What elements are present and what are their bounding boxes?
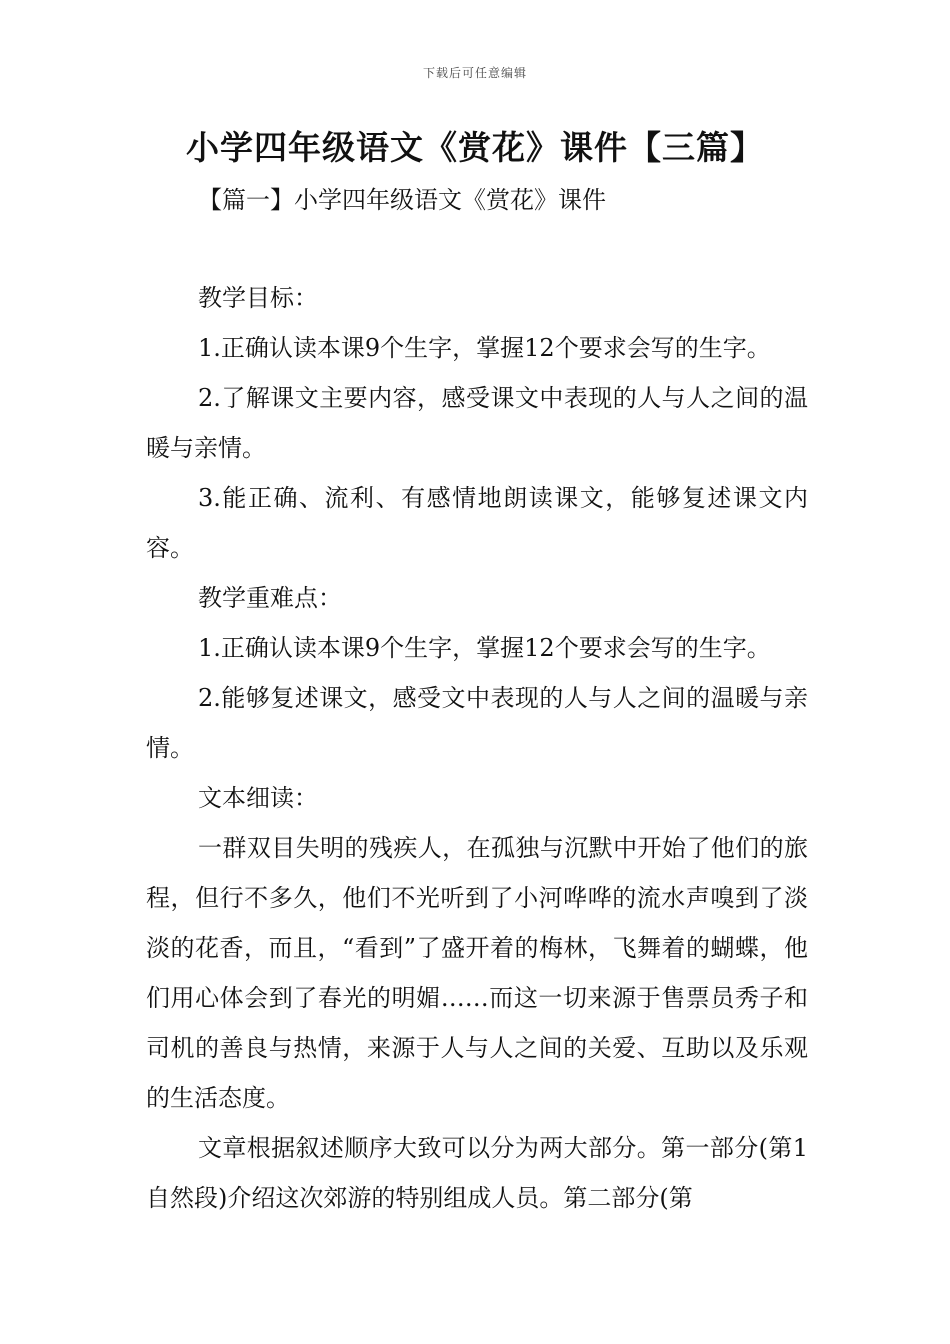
paragraph-objective-3: 3.能正确、流利、有感情地朗读课文，能够复述课文内容。 (146, 484, 808, 562)
paragraph-key-points-label: 教学重难点： (198, 584, 342, 612)
header-note: 下载后可任意编辑 (422, 66, 527, 80)
section-heading: 【篇一】小学四年级语文《赏花》课件 (198, 186, 606, 214)
paragraph-objective-1: 1.正确认读本课9个生字，掌握12个要求会写的生字。 (198, 334, 771, 362)
paragraph-close-reading-text: 一群双目失明的残疾人，在孤独与沉默中开始了他们的旅程，但行不多久，他们不光听到了小河哗哗的流水声嗅到了淡淡的花香，而且，“看到”了盛开着的梅林，飞舞着的蝴蝶，他们用心体会到了春光的明媚……而这一切来源于售票员秀子和司机的善良与热情，来源于人与人之间的关爱、互助以及乐观的生活态度。 (146, 834, 808, 1112)
document-body (146, 273, 808, 1223)
document-title: 小学四年级语文《赏花》课件【三篇】 (186, 128, 764, 167)
paragraph-key-point-2: 2.能够复述课文，感受文中表现的人与人之间的温暖与亲情。 (146, 684, 808, 762)
paragraph-close-reading-label: 文本细读： (198, 784, 318, 812)
paragraph-objectives-label: 教学目标： (198, 284, 318, 312)
paragraph-key-point-1: 1.正确认读本课9个生字，掌握12个要求会写的生字。 (198, 634, 771, 662)
paragraph-structure-text: 文章根据叙述顺序大致可以分为两大部分。第一部分(第1自然段)介绍这次郊游的特别组成人员。第二部分(第 (146, 1134, 808, 1212)
paragraph-objective-2: 2.了解课文主要内容，感受课文中表现的人与人之间的温暖与亲情。 (146, 384, 808, 462)
